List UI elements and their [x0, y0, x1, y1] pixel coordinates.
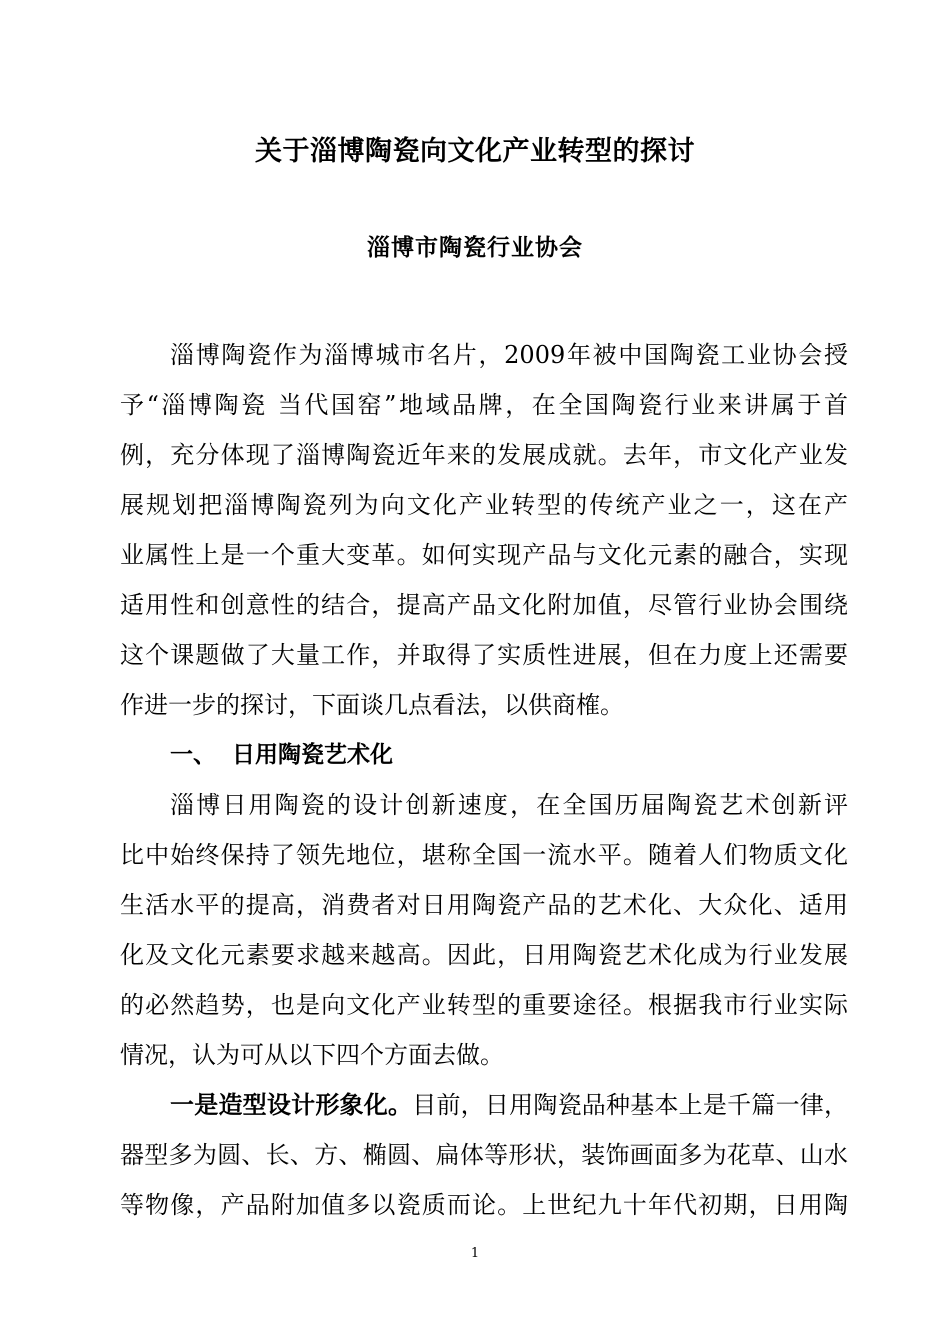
document-body [120, 330, 848, 1230]
paragraph-line: 淄博陶瓷作为淄博城市名片，2009年被中国陶瓷工业协会授 [170, 341, 848, 369]
section-number: 一、 [170, 742, 216, 768]
author-organization: 淄博市陶瓷行业协会 [367, 235, 583, 261]
paragraph-line: 器型多为圆、长、方、椭圆、扁体等形状，装饰画面多为花草、山水 [120, 1141, 848, 1169]
section-title: 日用陶瓷艺术化 [232, 742, 393, 768]
point-text: 目前，日用陶瓷品种基本上是千篇一律， [412, 1091, 849, 1119]
paragraph-line: 适用性和创意性的结合，提高产品文化附加值，尽管行业协会围绕 [120, 591, 848, 619]
document-title: 关于淄博陶瓷向文化产业转型的探讨 [255, 136, 695, 167]
paragraph-intro [120, 330, 848, 730]
paragraph-line: 等物像，产品附加值多以瓷质而论。上世纪九十年代初期，日用陶 [120, 1191, 848, 1219]
paragraph-line: 情况，认为可从以下四个方面去做。 [120, 1041, 504, 1069]
paragraph-line: 例，充分体现了淄博陶瓷近年来的发展成就。去年，市文化产业发 [120, 441, 848, 469]
paragraph-line [120, 1080, 848, 1130]
section-heading [120, 730, 848, 780]
paragraph-line: 生活水平的提高，消费者对日用陶瓷产品的艺术化、大众化、适用 [120, 891, 848, 919]
paragraph-line: 的必然趋势，也是向文化产业转型的重要途径。根据我市行业实际 [120, 991, 848, 1019]
paragraph-line: 作进一步的探讨，下面谈几点看法，以供商榷。 [120, 691, 624, 719]
page-number: 1 [470, 1246, 480, 1261]
paragraph-line: 淄博日用陶瓷的设计创新速度，在全国历届陶瓷艺术创新评 [170, 791, 848, 819]
paragraph-section1 [120, 780, 848, 1080]
paragraph-line: 化及文化元素要求越来越高。因此，日用陶瓷艺术化成为行业发展 [120, 941, 848, 969]
point-lead: 一是造型设计形象化。 [170, 1091, 413, 1119]
paragraph-line: 展规划把淄博陶瓷列为向文化产业转型的传统产业之一，这在产 [120, 491, 848, 519]
paragraph-line: 这个课题做了大量工作，并取得了实质性进展，但在力度上还需要 [120, 641, 848, 669]
paragraph-point1 [120, 1080, 848, 1230]
paragraph-line: 比中始终保持了领先地位，堪称全国一流水平。随着人们物质文化 [120, 841, 848, 869]
paragraph-line: 业属性上是一个重大变革。如何实现产品与文化元素的融合，实现 [120, 541, 848, 569]
paragraph-line: 予“淄博陶瓷 当代国窑”地域品牌，在全国陶瓷行业来讲属于首 [120, 391, 848, 419]
